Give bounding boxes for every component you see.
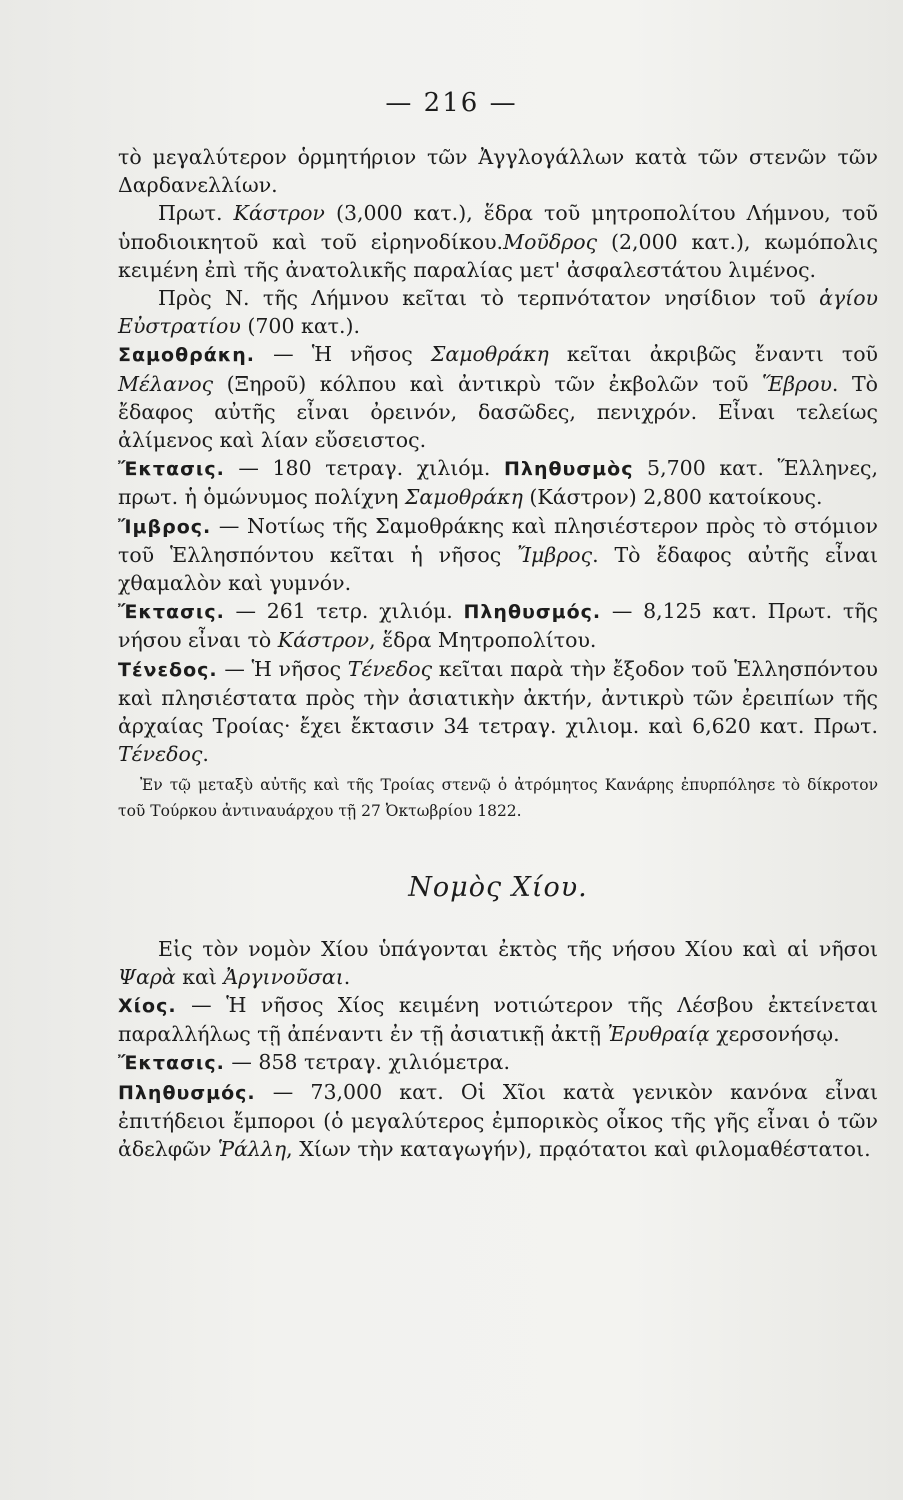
text-run: — 858 τετραγ. χιλιόμετρα. [224, 1050, 510, 1075]
place-name: Ἐρυθραίᾳ [607, 1022, 710, 1047]
place-name: Κάστρον [233, 201, 325, 226]
paragraph [118, 1048, 878, 1077]
place-name: Μοῦδρος [503, 229, 598, 254]
place-name: Σαμοθράκη [430, 342, 549, 367]
paragraph [118, 199, 878, 284]
bold-heading: Σαμοθράκη. [118, 344, 256, 367]
text-run: . Τὸ ἔδαφος αὐτῆς εἶναι ὀρεινόν, δασῶδες, πενιχρόν. Εἶναι τελείως ἀλίμενος καὶ λίαν εὔσειστος. [118, 371, 878, 453]
place-name: ἁγίου Εὐστρατίου [118, 286, 878, 339]
text-run: χερσονήσῳ. [709, 1022, 840, 1047]
text-run: — Νοτίως τῆς Σαμοθράκης καὶ πλησιέστερον πρὸς τὸ στόμιον τοῦ Ἑλλησπόντου κεῖται ἡ νῆσος [118, 513, 878, 567]
bold-heading: Ἔκτασις. [118, 1052, 225, 1075]
place-name: Τένεδος [118, 742, 203, 767]
text-run: κεῖται παρὰ τὴν ἔξοδον τοῦ Ἑλλησπόντου καὶ πλησιέστατα πρὸς τὴν ἀσιατικὴν ἀκτήν, ἀντικρὺ τῶν ἐρειπίων τῆς ἀρχαίας Τροίας· ἔχει ἔκτασιν 34 τετραγ. χιλιομ. καὶ 6,620 κατ. Πρωτ. [118, 656, 879, 739]
bold-heading: Χίος. [118, 995, 177, 1018]
person-name: Ῥάλλη [217, 1137, 287, 1162]
text-run: . Τὸ ἔδαφος αὐτῆς εἶναι χθαμαλὸν καὶ γυμνόν. [118, 542, 878, 596]
text-run: 5,700 κατ. Ἕλληνες, πρωτ. ἡ ὁμώνυμος πολίχνη [118, 456, 878, 510]
text-run: κεῖται ἀκριβῶς ἔναντι τοῦ [548, 342, 878, 367]
text-run: , ἕδρα Μητροπολίτου. [369, 628, 597, 653]
text-run: . [343, 964, 351, 989]
text-run: — 180 τετραγ. χιλιόμ. [224, 456, 505, 481]
text-run: — Ἡ νῆσος [217, 656, 348, 681]
paragraph [118, 935, 878, 991]
paragraph [118, 1078, 878, 1164]
place-name: Μέλανος [118, 371, 214, 396]
place-name: Κάστρον [277, 628, 370, 653]
paragraph [118, 991, 878, 1048]
text-run: — 261 τετρ. χιλιόμ. [224, 599, 464, 624]
section-title: Νομὸς Χίου. [408, 872, 588, 904]
text-run: . [202, 742, 209, 767]
bold-heading: Ἔκτασις. [118, 601, 225, 624]
bold-heading: Πληθυσμὸς [504, 458, 634, 481]
text-run: (Κάστρον) 2,800 κατοίκους. [522, 485, 823, 510]
place-name: Σαμοθράκη [404, 485, 523, 510]
paragraph [118, 454, 878, 511]
paragraph [118, 512, 878, 598]
page-number: — 216 — [385, 88, 518, 118]
place-name: Τένεδος [347, 656, 433, 681]
paragraph [118, 655, 878, 769]
place-name: Ψαρὰ [118, 964, 176, 989]
body-text [118, 143, 878, 1163]
text-run: Εἰς τὸν νομὸν Χίου ὑπάγονται ἐκτὸς τῆς νήσου Χίου καὶ αἱ νῆσοι [158, 936, 878, 961]
text-run: (3,000 κατ.), ἕδρα τοῦ μητροπολίτου Λήμνου, τοῦ ὑποδιοικητοῦ καὶ τοῦ εἰρηνοδίκου. [118, 201, 878, 254]
text-run: (700 κατ.). [240, 314, 361, 339]
paragraph [118, 340, 878, 454]
text-run: (2,000 κατ.), κωμόπολις κειμένη ἐπὶ τῆς ἀνατολικῆς παραλίας μετ' ἀσφαλεστάτου λιμένος. [118, 229, 878, 282]
text-run: τὸ μεγαλύτερον ὁρμητήριον τῶν Ἀγγλογάλλων κατὰ τῶν στενῶν τῶν Δαρδανελλίων. [118, 145, 878, 198]
text-run: , Χίων τὴν καταγωγήν), πρᾳότατοι καὶ φιλομαθέστατοι. [286, 1137, 871, 1162]
footnote: Ἐν τῷ μεταξὺ αὐτῆς καὶ τῆς Τροίας στενῷ ὁ ἀτρόμητος Κανάρης ἐπυρπόλησε τὸ δίκροτον τοῦ Τούρκου ἀντιναυάρχου τῇ 27 Ὀκτωβρίου 1822. [118, 776, 878, 821]
place-name: Ἕβρου [761, 371, 832, 396]
bold-heading: Ἔκτασις. [118, 458, 225, 481]
bold-heading: Πληθυσμός. [118, 1081, 256, 1104]
text-run: Πρωτ. [158, 201, 234, 226]
place-name: Ἴμβρος [517, 542, 593, 567]
paragraph [118, 597, 878, 654]
text-run: — Ἡ νῆσος [255, 342, 431, 367]
text-run: — 8,125 κατ. Πρωτ. τῆς νήσου εἶναι τὸ [118, 599, 878, 653]
text-run: — Ἡ νῆσος Χίος κειμένη νοτιώτερον τῆς Λέσβου ἐκτείνεται παραλλήλως τῇ ἀπέναντι ἐν τῇ ἀσιατικῇ ἀκτῇ [118, 993, 878, 1047]
bold-heading: Τένεδος. [118, 658, 218, 681]
text-run: καὶ [175, 964, 224, 989]
paragraph [118, 284, 878, 340]
place-name: Ἀργινοῦσαι [223, 964, 344, 989]
text-run: — 73,000 κατ. Οἱ Χῖοι κατὰ γενικὸν κανόνα εἶναι ἐπιτήδειοι ἔμποροι (ὁ μεγαλύτερος ἐμπορικὸς οἶκος τῆς γῆς εἶναι ὁ τῶν ἀδελφῶν [118, 1079, 878, 1162]
bold-heading: Ἴμβρος. [118, 515, 212, 538]
text-run: (Ξηροῦ) κόλπου καὶ ἀντικρὺ τῶν ἐκβολῶν τοῦ [213, 371, 762, 396]
paragraph [118, 143, 878, 199]
bold-heading: Πληθυσμός. [463, 601, 602, 624]
text-run: Πρὸς Ν. τῆς Λήμνου κεῖται τὸ τερπνότατον νησίδιον τοῦ [158, 286, 820, 311]
